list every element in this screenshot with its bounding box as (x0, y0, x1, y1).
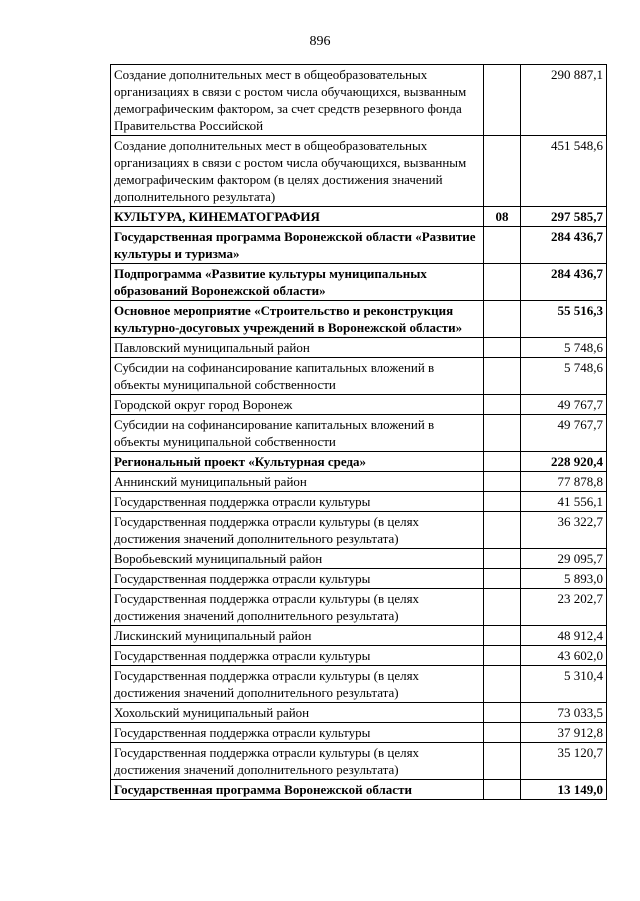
row-name-cell: Государственная поддержка отрасли культуры (в целях достижения значений дополнительного результата) (111, 666, 484, 703)
row-code-cell: 08 (484, 207, 521, 227)
row-name-cell: КУЛЬТУРА, КИНЕМАТОГРАФИЯ (111, 207, 484, 227)
table-row (111, 780, 607, 800)
row-value-cell: 284 436,7 (521, 227, 607, 264)
budget-table (110, 64, 607, 800)
row-name-cell: Государственная поддержка отрасли культуры (111, 646, 484, 666)
row-code-cell (484, 136, 521, 207)
table-row (111, 723, 607, 743)
row-code-cell (484, 743, 521, 780)
table-row (111, 136, 607, 207)
row-name-cell: Региональный проект «Культурная среда» (111, 452, 484, 472)
table-row (111, 227, 607, 264)
row-value-cell: 43 602,0 (521, 646, 607, 666)
row-name-cell: Государственная программа Воронежской области (111, 780, 484, 800)
row-value-cell: 297 585,7 (521, 207, 607, 227)
row-code-cell (484, 395, 521, 415)
row-value-cell: 48 912,4 (521, 626, 607, 646)
table-row (111, 646, 607, 666)
row-code-cell (484, 472, 521, 492)
row-name-cell: Государственная поддержка отрасли культуры (в целях достижения значений дополнительного результата) (111, 589, 484, 626)
row-name-cell: Государственная поддержка отрасли культуры (в целях достижения значений дополнительного результата) (111, 743, 484, 780)
row-code-cell (484, 65, 521, 136)
row-name-cell: Создание дополнительных мест в общеобразовательных организациях в связи с ростом числа обучающихся, вызванным демографическим фактором (в целях достижения значений дополнительного результата) (111, 136, 484, 207)
row-code-cell (484, 703, 521, 723)
row-code-cell (484, 301, 521, 338)
table-row (111, 569, 607, 589)
row-code-cell (484, 646, 521, 666)
row-value-cell: 49 767,7 (521, 395, 607, 415)
row-name-cell: Воробьевский муниципальный район (111, 549, 484, 569)
table-row (111, 512, 607, 549)
row-name-cell: Государственная поддержка отрасли культуры (111, 723, 484, 743)
row-name-cell: Создание дополнительных мест в общеобразовательных организациях в связи с ростом числа обучающихся, вызванным демографическим фактором, за счет средств резервного фонда Правительства Российской (111, 65, 484, 136)
table-row (111, 338, 607, 358)
row-name-cell: Государственная поддержка отрасли культуры (в целях достижения значений дополнительного результата) (111, 512, 484, 549)
table-row (111, 743, 607, 780)
row-code-cell (484, 569, 521, 589)
row-code-cell (484, 589, 521, 626)
row-code-cell (484, 338, 521, 358)
table-row (111, 589, 607, 626)
row-name-cell: Лискинский муниципальный район (111, 626, 484, 646)
row-name-cell: Аннинский муниципальный район (111, 472, 484, 492)
row-value-cell: 55 516,3 (521, 301, 607, 338)
table-row (111, 472, 607, 492)
table-row (111, 492, 607, 512)
row-name-cell: Субсидии на софинансирование капитальных вложений в объекты муниципальной собственности (111, 415, 484, 452)
row-name-cell: Городской округ город Воронеж (111, 395, 484, 415)
row-code-cell (484, 415, 521, 452)
row-value-cell: 228 920,4 (521, 452, 607, 472)
row-value-cell: 49 767,7 (521, 415, 607, 452)
row-name-cell: Государственная поддержка отрасли культуры (111, 492, 484, 512)
row-value-cell: 290 887,1 (521, 65, 607, 136)
table-row (111, 549, 607, 569)
table-row (111, 264, 607, 301)
table-row (111, 703, 607, 723)
table-row (111, 207, 607, 227)
row-value-cell: 5 748,6 (521, 358, 607, 395)
row-code-cell (484, 723, 521, 743)
table-row (111, 452, 607, 472)
page-number: 896 (309, 34, 331, 49)
row-code-cell (484, 358, 521, 395)
row-value-cell: 13 149,0 (521, 780, 607, 800)
row-value-cell: 37 912,8 (521, 723, 607, 743)
row-name-cell: Павловский муниципальный район (111, 338, 484, 358)
row-name-cell: Субсидии на софинансирование капитальных вложений в объекты муниципальной собственности (111, 358, 484, 395)
table-row (111, 415, 607, 452)
row-code-cell (484, 264, 521, 301)
row-value-cell: 36 322,7 (521, 512, 607, 549)
row-name-cell: Государственная поддержка отрасли культуры (111, 569, 484, 589)
row-name-cell: Хохольский муниципальный район (111, 703, 484, 723)
table-row (111, 65, 607, 136)
table-row (111, 666, 607, 703)
row-name-cell: Подпрограмма «Развитие культуры муниципальных образований Воронежской области» (111, 264, 484, 301)
row-value-cell: 5 893,0 (521, 569, 607, 589)
row-value-cell: 77 878,8 (521, 472, 607, 492)
row-value-cell: 5 748,6 (521, 338, 607, 358)
row-code-cell (484, 492, 521, 512)
table-row (111, 626, 607, 646)
row-value-cell: 29 095,7 (521, 549, 607, 569)
row-value-cell: 451 548,6 (521, 136, 607, 207)
budget-table-body (111, 65, 607, 800)
row-value-cell: 5 310,4 (521, 666, 607, 703)
row-code-cell (484, 227, 521, 264)
row-value-cell: 35 120,7 (521, 743, 607, 780)
row-name-cell: Основное мероприятие «Строительство и реконструкция культурно-досуговых учреждений в Воронежской области» (111, 301, 484, 338)
row-name-cell: Государственная программа Воронежской области «Развитие культуры и туризма» (111, 227, 484, 264)
row-code-cell (484, 512, 521, 549)
row-value-cell: 284 436,7 (521, 264, 607, 301)
row-value-cell: 23 202,7 (521, 589, 607, 626)
row-code-cell (484, 549, 521, 569)
row-code-cell (484, 626, 521, 646)
row-code-cell (484, 666, 521, 703)
table-row (111, 358, 607, 395)
row-code-cell (484, 780, 521, 800)
row-code-cell (484, 452, 521, 472)
row-value-cell: 41 556,1 (521, 492, 607, 512)
table-row (111, 301, 607, 338)
row-value-cell: 73 033,5 (521, 703, 607, 723)
table-row (111, 395, 607, 415)
